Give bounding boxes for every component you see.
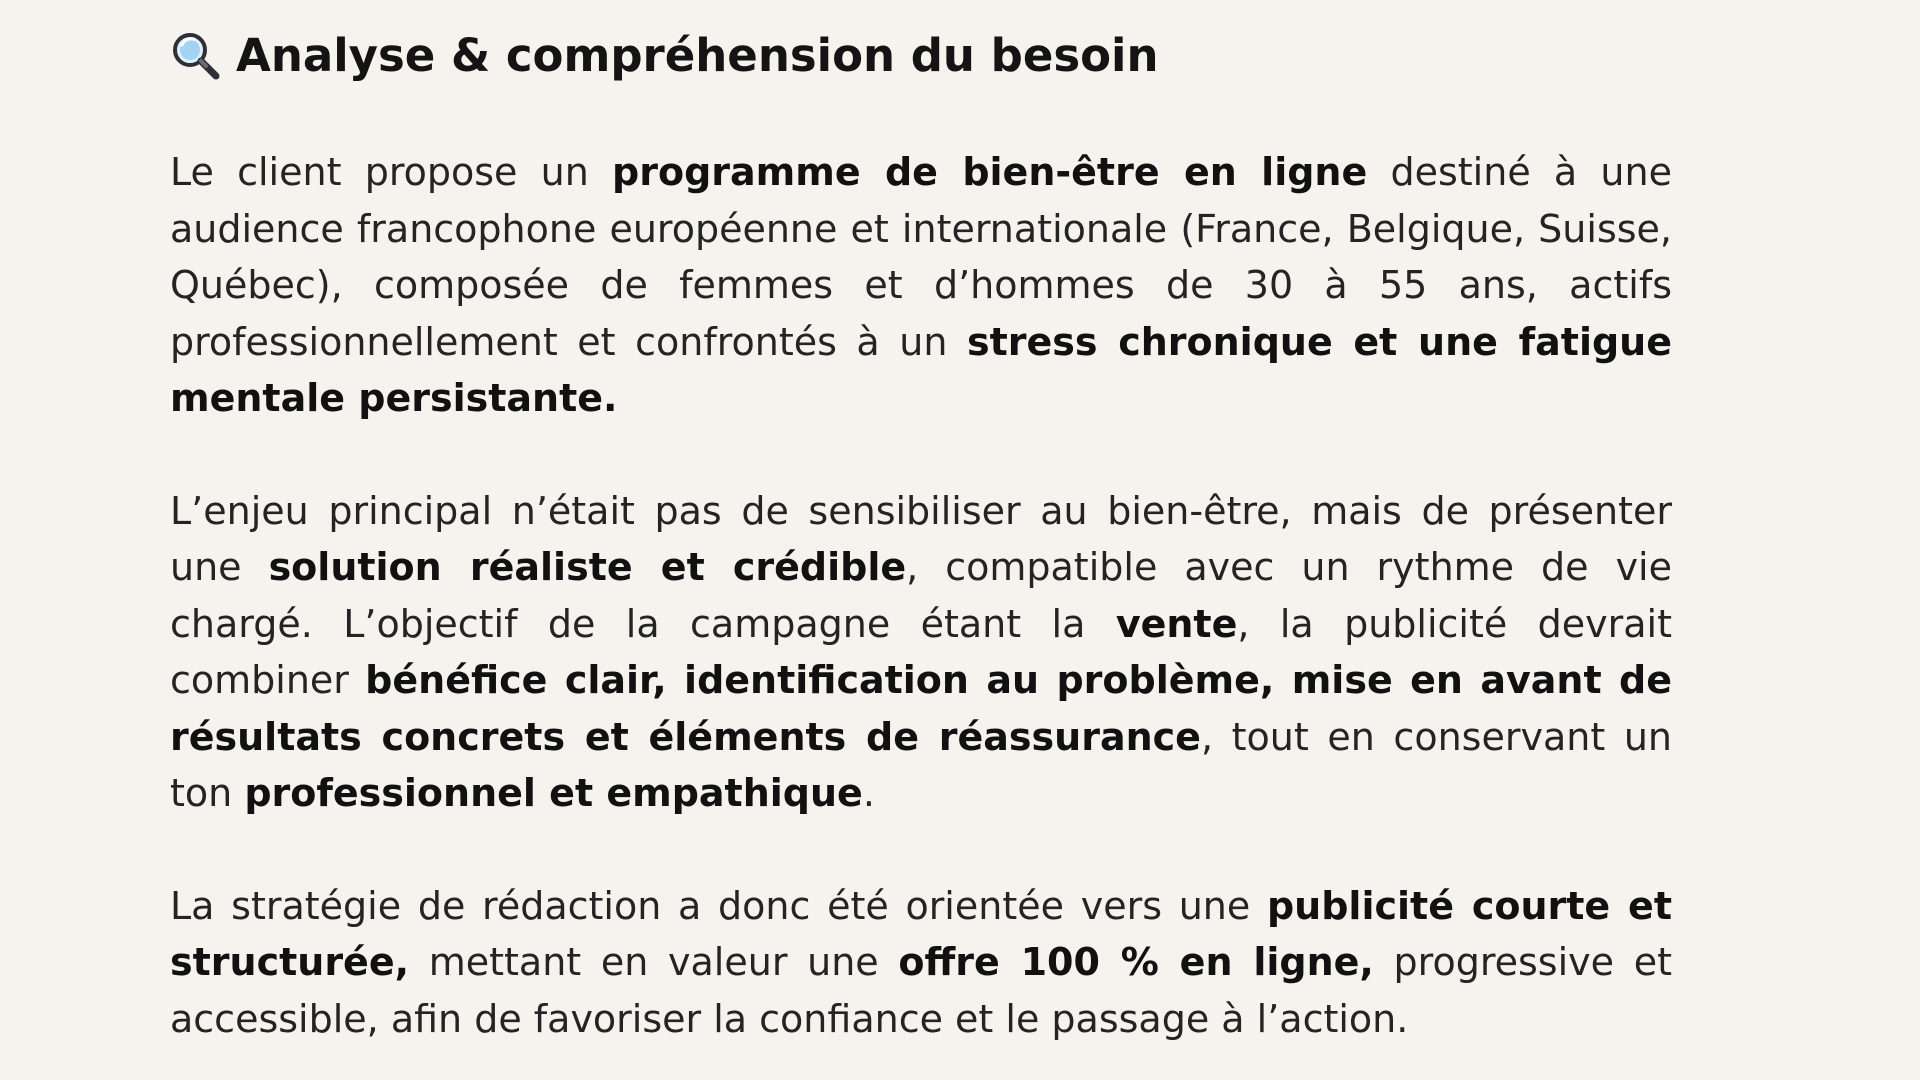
highlight-benefits: bénéfice clair, identification au problème, mise en avant de résultats concrets et éléments de réassurance <box>170 658 1672 759</box>
section-title: Analyse & compréhension du besoin <box>236 29 1159 82</box>
document-content <box>170 28 1672 1047</box>
highlight-online-offer: offre 100 % en ligne, <box>898 940 1374 984</box>
paragraph-text: , tout en conservant un ton <box>170 714 1672 815</box>
paragraph-text: , compatible avec un rythme de vie chargé. L’objectif de la campagne étant la <box>170 545 1672 646</box>
paragraph-client-context <box>170 144 1672 427</box>
highlight-stress: stress chronique et une fatigue mentale persistante. <box>170 319 1672 420</box>
highlight-program: programme de bien-être en ligne <box>612 150 1368 194</box>
section-heading <box>170 28 1672 84</box>
paragraph-text: . <box>862 771 875 815</box>
paragraph-text: L’enjeu principal n’était pas de sensibiliser au bien-être, mais de présenter une <box>170 488 1672 589</box>
highlight-tone: professionnel et empathique <box>244 771 863 815</box>
magnifying-glass-icon <box>170 30 222 82</box>
paragraph-text: La stratégie de rédaction a donc été orientée vers une <box>170 883 1267 928</box>
paragraph-text: progressive et accessible, afin de favoriser la confiance et le passage à l’action. <box>170 940 1672 1041</box>
paragraph-text: , la publicité devrait combiner <box>170 601 1673 702</box>
paragraph-text: destiné à une audience francophone européenne et internationale (France, Belgique, Suisse, Québec), composée de femmes et d’hommes de 30 à 55 ans, actifs professionnellement et confrontés à un <box>170 150 1672 364</box>
highlight-sale: vente <box>1115 601 1238 646</box>
paragraph-main-issue <box>170 483 1672 822</box>
paragraph-strategy <box>170 878 1672 1048</box>
paragraph-text: Le client propose un <box>170 150 613 194</box>
highlight-solution: solution réaliste et crédible <box>268 545 907 589</box>
highlight-short-ad: publicité courte et structurée, <box>170 883 1672 984</box>
paragraph-text: mettant en valeur une <box>409 940 899 984</box>
